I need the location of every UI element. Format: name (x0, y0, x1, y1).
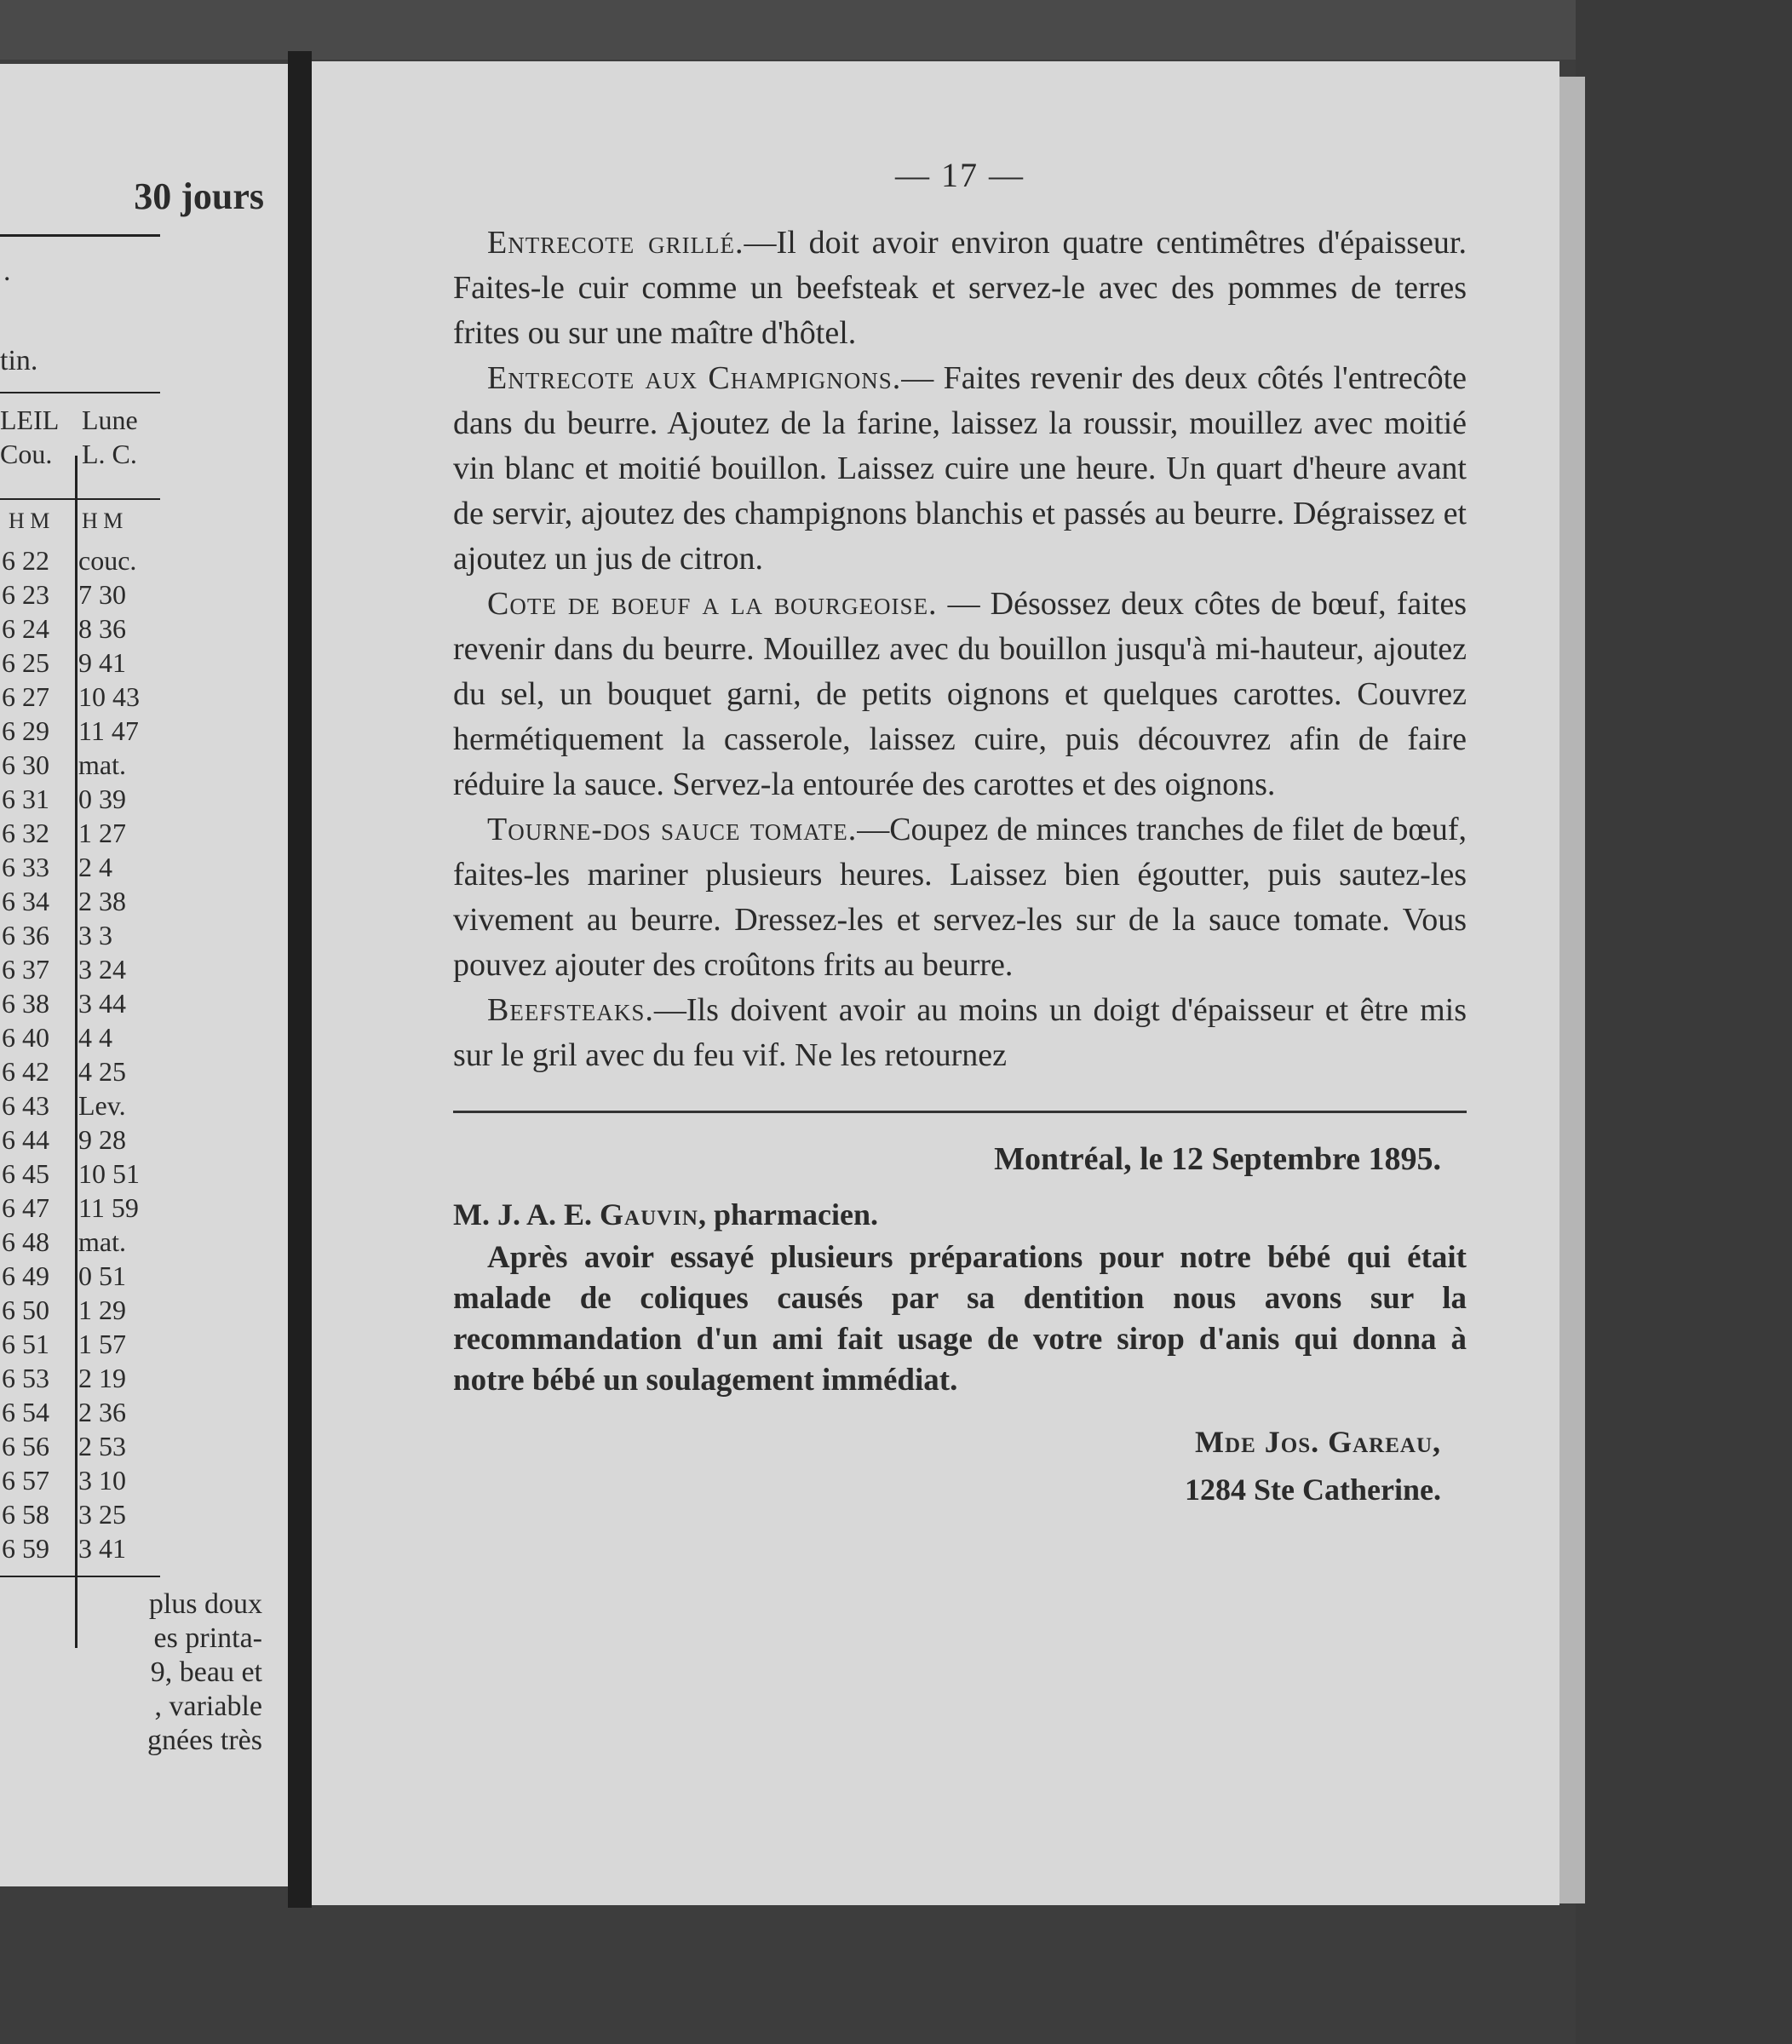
left-table-row (0, 1090, 162, 1124)
soleil-coucher-cell: 6 58 (2, 1499, 49, 1530)
left-page (0, 64, 288, 1886)
recipe-title: Beefsteaks. (487, 992, 654, 1028)
recipe-entrecote-grille (453, 221, 1467, 356)
lune-cell: 10 43 (78, 681, 140, 712)
left-header-soleil: LEIL (0, 405, 60, 435)
left-table-row (0, 1329, 162, 1363)
left-unit-2: H M (82, 508, 123, 533)
addressee-suffix: , pharmacien. (698, 1197, 878, 1232)
testimonial-addressee (453, 1197, 1467, 1232)
book-gutter (288, 51, 312, 1908)
lune-cell: 3 10 (78, 1465, 126, 1496)
left-table-row (0, 1056, 162, 1090)
lune-cell: 10 51 (78, 1158, 140, 1189)
soleil-coucher-cell: 6 31 (2, 784, 49, 814)
left-header-lune-sub: L. C. (82, 439, 137, 469)
lune-cell: 3 41 (78, 1533, 126, 1564)
addressee-prefix: M. J. A. E. (453, 1197, 600, 1232)
recipe-beefsteaks (453, 988, 1467, 1078)
left-table-row (0, 715, 162, 749)
left-table-row (0, 1363, 162, 1397)
soleil-coucher-cell: 6 30 (2, 749, 49, 780)
left-table-row (0, 920, 162, 954)
soleil-coucher-cell: 6 53 (2, 1363, 49, 1393)
lune-cell: 11 47 (78, 715, 139, 746)
recipe-text: —Coupez de minces tranches de filet de bœuf, faites-les mariner plusieurs heures. Laissez bien égoutter, puis sautez-les vivement au beurre. Dressez-les et servez-les sur de la sauce tomate. Vous pouvez ajouter des croûtons frits au beurre. (453, 812, 1467, 983)
recipe-title: Entrecote aux Champignons. (487, 360, 902, 396)
recipe-text: —Il doit avoir environ quatre centimêtres d'épaisseur. Faites-le cuir comme un beefsteak et servez-le avec des pommes de terres frites ou sur une maître d'hôtel. (453, 225, 1467, 351)
lune-cell: 0 51 (78, 1260, 126, 1291)
lune-cell: 3 24 (78, 954, 126, 985)
left-table-row (0, 1397, 162, 1431)
lune-cell: couc. (78, 545, 137, 576)
left-foot-3: 9, beau et (150, 1656, 262, 1688)
lune-cell: 4 4 (78, 1022, 112, 1053)
soleil-coucher-cell: 6 29 (2, 715, 49, 746)
left-table-row (0, 1192, 162, 1226)
page-edge (1559, 77, 1585, 1903)
lune-cell: 9 28 (78, 1124, 126, 1155)
left-table-row (0, 1431, 162, 1465)
left-table-row (0, 1260, 162, 1295)
lune-cell: 2 19 (78, 1363, 126, 1393)
lune-cell: 1 27 (78, 818, 126, 848)
left-table-row (0, 1533, 162, 1567)
left-foot-1: plus doux (148, 1588, 262, 1620)
scan-background-right (1576, 0, 1792, 2044)
soleil-coucher-cell: 6 59 (2, 1533, 49, 1564)
soleil-coucher-cell: 6 43 (2, 1090, 49, 1121)
lune-cell: 7 30 (78, 579, 126, 610)
left-table-row (0, 852, 162, 886)
left-page-title: 30 jours (134, 175, 264, 217)
left-table-row (0, 1226, 162, 1260)
left-header-lune: Lune (82, 405, 138, 435)
recipe-entrecote-champignons (453, 356, 1467, 582)
scan-background-top (0, 0, 1792, 60)
lune-cell: mat. (78, 1226, 126, 1257)
soleil-coucher-cell: 6 22 (2, 545, 49, 576)
left-table-bottom-rule (0, 1576, 160, 1577)
soleil-coucher-cell: 6 45 (2, 1158, 49, 1189)
recipe-tourne-dos (453, 807, 1467, 988)
soleil-coucher-cell: 6 56 (2, 1431, 49, 1461)
left-table-row (0, 1022, 162, 1056)
left-table-row (0, 1499, 162, 1533)
right-page (312, 61, 1559, 1905)
recipe-title: Cote de boeuf a la bourgeoise. (487, 586, 938, 622)
recipe-text: —Ils doivent avoir au moins un doigt d'épaisseur et être mis sur le gril avec du feu vif. Ne les retournez (453, 992, 1467, 1073)
left-table-row (0, 1465, 162, 1499)
recipe-text: — Désossez deux côtes de bœuf, faites revenir dans du beurre. Mouillez avec du bouillon jusqu'à mi-hauteur, ajoutez du sel, un bouquet garni, de petits oignons et quelques carottes. Couvrez hermétiquement la casserole, laissez cuire, puis découvrez afin de faire réduire la sauce. Servez-la entourée des carottes et des oignons. (453, 586, 1467, 802)
recipe-cote-de-boeuf (453, 582, 1467, 807)
left-unit-1: H M (9, 508, 50, 533)
lune-cell: 3 25 (78, 1499, 126, 1530)
soleil-coucher-cell: 6 50 (2, 1295, 49, 1325)
left-header-rule (0, 498, 160, 500)
lune-cell: 2 36 (78, 1397, 126, 1427)
soleil-coucher-cell: 6 25 (2, 647, 49, 678)
soleil-coucher-cell: 6 37 (2, 954, 49, 985)
soleil-coucher-cell: 6 34 (2, 886, 49, 916)
signer-address: 1284 Ste Catherine. (1185, 1473, 1441, 1507)
soleil-coucher-cell: 6 27 (2, 681, 49, 712)
soleil-coucher-cell: 6 36 (2, 920, 49, 950)
soleil-coucher-cell: 6 42 (2, 1056, 49, 1087)
soleil-coucher-cell: 6 44 (2, 1124, 49, 1155)
left-header-soleil-sub: Cou. (0, 439, 53, 469)
left-table-row (0, 818, 162, 852)
left-foot-2: es printa- (153, 1622, 262, 1654)
lune-cell: 2 38 (78, 886, 126, 916)
testimonial-date: Montréal, le 12 Septembre 1895. (994, 1141, 1441, 1177)
left-table-row (0, 886, 162, 920)
soleil-coucher-cell: 6 48 (2, 1226, 49, 1257)
lune-cell: Lev. (78, 1090, 126, 1121)
soleil-coucher-cell: 6 24 (2, 613, 49, 644)
recipe-title: Entrecote grillé. (487, 225, 744, 261)
left-foot-4: , variable (154, 1691, 262, 1722)
testimonial-body: Après avoir essayé plusieurs préparations pour notre bébé qui était malade de coliques causés par sa dentition nous avons sur la recommandation d'un ami fait usage de votre sirop d'anis qui donna à notre bébé un soulagement immédiat. (453, 1240, 1467, 1398)
left-table-row (0, 954, 162, 988)
soleil-coucher-cell: 6 33 (2, 852, 49, 882)
left-line-1: . (3, 256, 11, 287)
left-table-row (0, 749, 162, 784)
left-title-rule (0, 234, 160, 237)
left-table-row (0, 647, 162, 681)
recipe-title: Tourne-dos sauce tomate. (487, 812, 858, 847)
testimonial-signature (453, 1418, 1441, 1513)
left-line-2: tin. (0, 345, 38, 376)
left-table-row (0, 988, 162, 1022)
section-separator (453, 1111, 1467, 1113)
left-table-row (0, 681, 162, 715)
lune-cell: 2 53 (78, 1431, 126, 1461)
soleil-coucher-cell: 6 38 (2, 988, 49, 1019)
lune-cell: 8 36 (78, 613, 126, 644)
soleil-coucher-cell: 6 57 (2, 1465, 49, 1496)
signer-name: Mde Jos. Gareau, (1195, 1425, 1441, 1459)
left-table-row (0, 1124, 162, 1158)
left-table-row (0, 613, 162, 647)
lune-cell: 0 39 (78, 784, 126, 814)
lune-cell: 1 29 (78, 1295, 126, 1325)
page-content (453, 155, 1467, 1513)
lune-cell: 11 59 (78, 1192, 139, 1223)
left-table-top-rule (0, 392, 160, 393)
soleil-coucher-cell: 6 40 (2, 1022, 49, 1053)
recipe-text: — Faites revenir des deux côtés l'entrecôte dans du beurre. Ajoutez de la farine, laissez la roussir, mouillez avec moitié vin blanc et moitié bouillon. Laissez cuire une heure. Un quart d'heure avant de servir, ajoutez des champignons blanchis et passés au beurre. Dégraissez et ajoutez un jus de citron. (453, 360, 1467, 577)
soleil-coucher-cell: 6 54 (2, 1397, 49, 1427)
lune-cell: mat. (78, 749, 126, 780)
soleil-coucher-cell: 6 32 (2, 818, 49, 848)
addressee-name: Gauvin (600, 1197, 698, 1232)
lune-cell: 1 57 (78, 1329, 126, 1359)
left-table-row (0, 579, 162, 613)
lune-cell: 3 3 (78, 920, 112, 950)
left-table-row (0, 784, 162, 818)
left-table-row (0, 1158, 162, 1192)
left-table-row (0, 545, 162, 579)
left-table-row (0, 1295, 162, 1329)
soleil-coucher-cell: 6 49 (2, 1260, 49, 1291)
page-number: — 17 — (895, 156, 1025, 194)
soleil-coucher-cell: 6 23 (2, 579, 49, 610)
left-foot-5: gnées très (146, 1725, 262, 1756)
lune-cell: 2 4 (78, 852, 112, 882)
lune-cell: 3 44 (78, 988, 126, 1019)
lune-cell: 9 41 (78, 647, 126, 678)
soleil-coucher-cell: 6 47 (2, 1192, 49, 1223)
lune-cell: 4 25 (78, 1056, 126, 1087)
soleil-coucher-cell: 6 51 (2, 1329, 49, 1359)
